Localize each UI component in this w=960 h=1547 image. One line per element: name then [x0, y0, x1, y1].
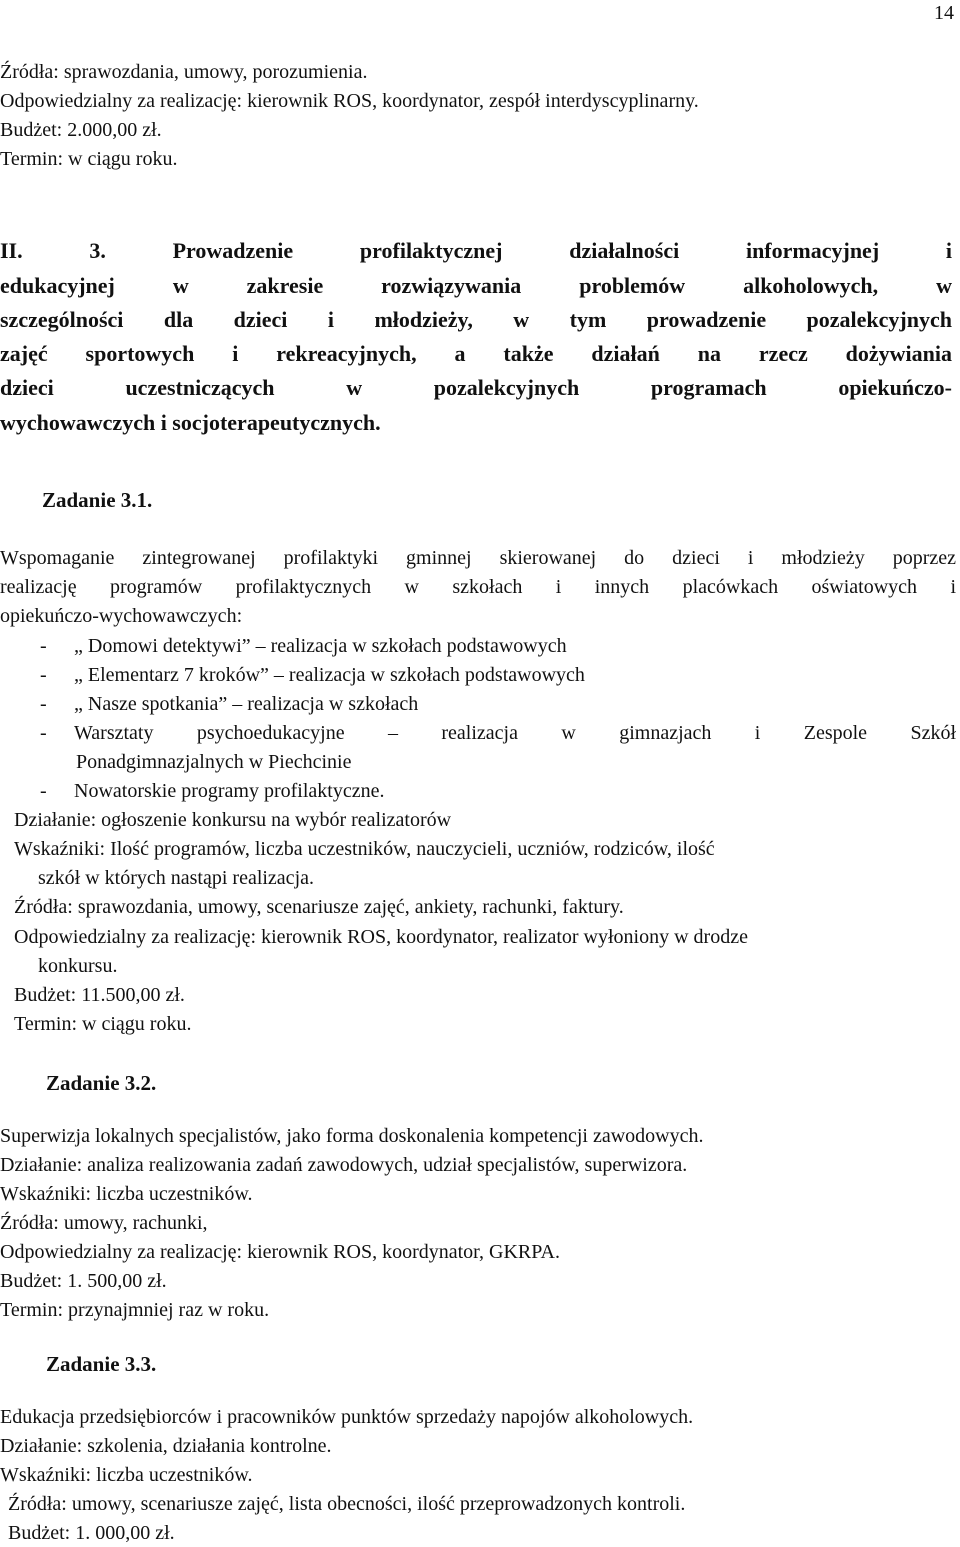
task-3-2-line: Wskaźniki: liczba uczestników. — [0, 1183, 253, 1205]
bullet-item: - „ Domowi detektywi” – realizacja w szkołach podstawowych — [40, 635, 567, 657]
bullet-item: - Warsztaty psychoedukacyjne – realizacja w gimnazjach i Zespole Szkół — [40, 722, 956, 744]
task-3-3-line: Źródła: umowy, scenariusze zajęć, lista obecności, ilość przeprowadzonych kontroli. — [8, 1493, 686, 1515]
task-3-2-line: Superwizja lokalnych specjalistów, jako forma doskonalenia kompetencji zawodowych. — [0, 1125, 704, 1147]
task-3-1-desc-line-1: Wspomaganie zintegrowanej profilaktyki gminnej skierowanej do dzieci i młodzieży poprzez — [0, 547, 956, 569]
task-3-1-sources: Źródła: sprawozdania, umowy, scenariusze zajęć, ankiety, rachunki, faktury. — [14, 896, 624, 918]
task-3-1-responsible-line-1: Odpowiedzialny za realizację: kierownik ROS, koordynator, realizator wyłoniony w drodze — [14, 926, 748, 948]
task-3-2-line: Źródła: umowy, rachunki, — [0, 1212, 208, 1234]
task-3-2-line: Odpowiedzialny za realizację: kierownik ROS, koordynator, GKRPA. — [0, 1241, 560, 1263]
intro-deadline: Termin: w ciągu roku. — [0, 148, 178, 170]
bullet-text: „ Domowi detektywi” – realizacja w szkołach podstawowych — [74, 635, 567, 657]
section-heading-line-3: szczególności dla dzieci i młodzieży, w tym prowadzenie pozalekcyjnych — [0, 307, 952, 332]
page-number: 14 — [934, 2, 954, 24]
task-3-3-line: Działanie: szkolenia, działania kontrolne. — [0, 1435, 332, 1457]
bullet-text: „ Nasze spotkania” – realizacja w szkołach — [74, 693, 419, 715]
task-3-1-action: Działanie: ogłoszenie konkursu na wybór realizatorów — [14, 809, 452, 831]
task-3-2-line: Termin: przynajmniej raz w roku. — [0, 1299, 270, 1321]
bullet-text: Nowatorskie programy profilaktyczne. — [74, 780, 385, 802]
task-3-2-line: Budżet: 1. 500,00 zł. — [0, 1270, 167, 1292]
task-3-1-responsible-line-2: konkursu. — [38, 955, 118, 977]
task-3-1-title: Zadanie 3.1. — [42, 488, 153, 512]
intro-budget: Budżet: 2.000,00 zł. — [0, 119, 162, 141]
task-3-2-line: Działanie: analiza realizowania zadań zawodowych, udział specjalistów, superwizora. — [0, 1154, 688, 1176]
task-3-3-line: Wskaźniki: liczba uczestników. — [0, 1464, 253, 1486]
bullet-item: - „ Nasze spotkania” – realizacja w szkołach — [40, 693, 419, 715]
section-heading-line-5: dzieci uczestniczących w pozalekcyjnych programach opiekuńczo- — [0, 375, 952, 400]
task-3-1-budget: Budżet: 11.500,00 zł. — [14, 984, 185, 1006]
intro-sources: Źródła: sprawozdania, umowy, porozumienia. — [0, 61, 368, 83]
bullet-continuation: Ponadgimnazjalnych w Piechcinie — [76, 751, 352, 773]
section-heading-line-6: wychowawczych i socjoterapeutycznych. — [0, 410, 381, 435]
task-3-2-title: Zadanie 3.2. — [46, 1071, 157, 1095]
task-3-3-title: Zadanie 3.3. — [46, 1352, 157, 1376]
task-3-1-desc-line-3: opiekuńczo-wychowawczych: — [0, 605, 243, 627]
section-heading-line-1: II. 3. Prowadzenie profilaktycznej działalności informacyjnej i — [0, 238, 952, 263]
intro-responsible: Odpowiedzialny za realizację: kierownik ROS, koordynator, zespół interdyscyplinarny. — [0, 90, 699, 112]
bullet-item: - Nowatorskie programy profilaktyczne. — [40, 780, 385, 802]
task-3-1-indicators-line-2: szkół w których nastąpi realizacja. — [38, 867, 314, 889]
task-3-1-desc-line-2: realizację programów profilaktycznych w szkołach i innych placówkach oświatowych i — [0, 576, 956, 598]
bullet-item: - „ Elementarz 7 kroków” – realizacja w szkołach podstawowych — [40, 664, 585, 686]
task-3-3-line: Edukacja przedsiębiorców i pracowników punktów sprzedaży napojów alkoholowych. — [0, 1406, 694, 1428]
task-3-3-line: Budżet: 1. 000,00 zł. — [8, 1522, 175, 1544]
section-heading-line-2: edukacyjnej w zakresie rozwiązywania problemów alkoholowych, w — [0, 273, 952, 298]
bullet-text: „ Elementarz 7 kroków” – realizacja w szkołach podstawowych — [74, 664, 585, 686]
task-3-1-deadline: Termin: w ciągu roku. — [14, 1013, 192, 1035]
bullet-text: Warsztaty psychoedukacyjne – realizacja w gimnazjach i Zespole Szkół — [74, 722, 956, 744]
task-3-1-indicators-line-1: Wskaźniki: Ilość programów, liczba uczestników, nauczycieli, uczniów, rodziców, ilość — [14, 838, 715, 860]
section-heading-line-4: zajęć sportowych i rekreacyjnych, a także działań na rzecz dożywiania — [0, 341, 952, 366]
